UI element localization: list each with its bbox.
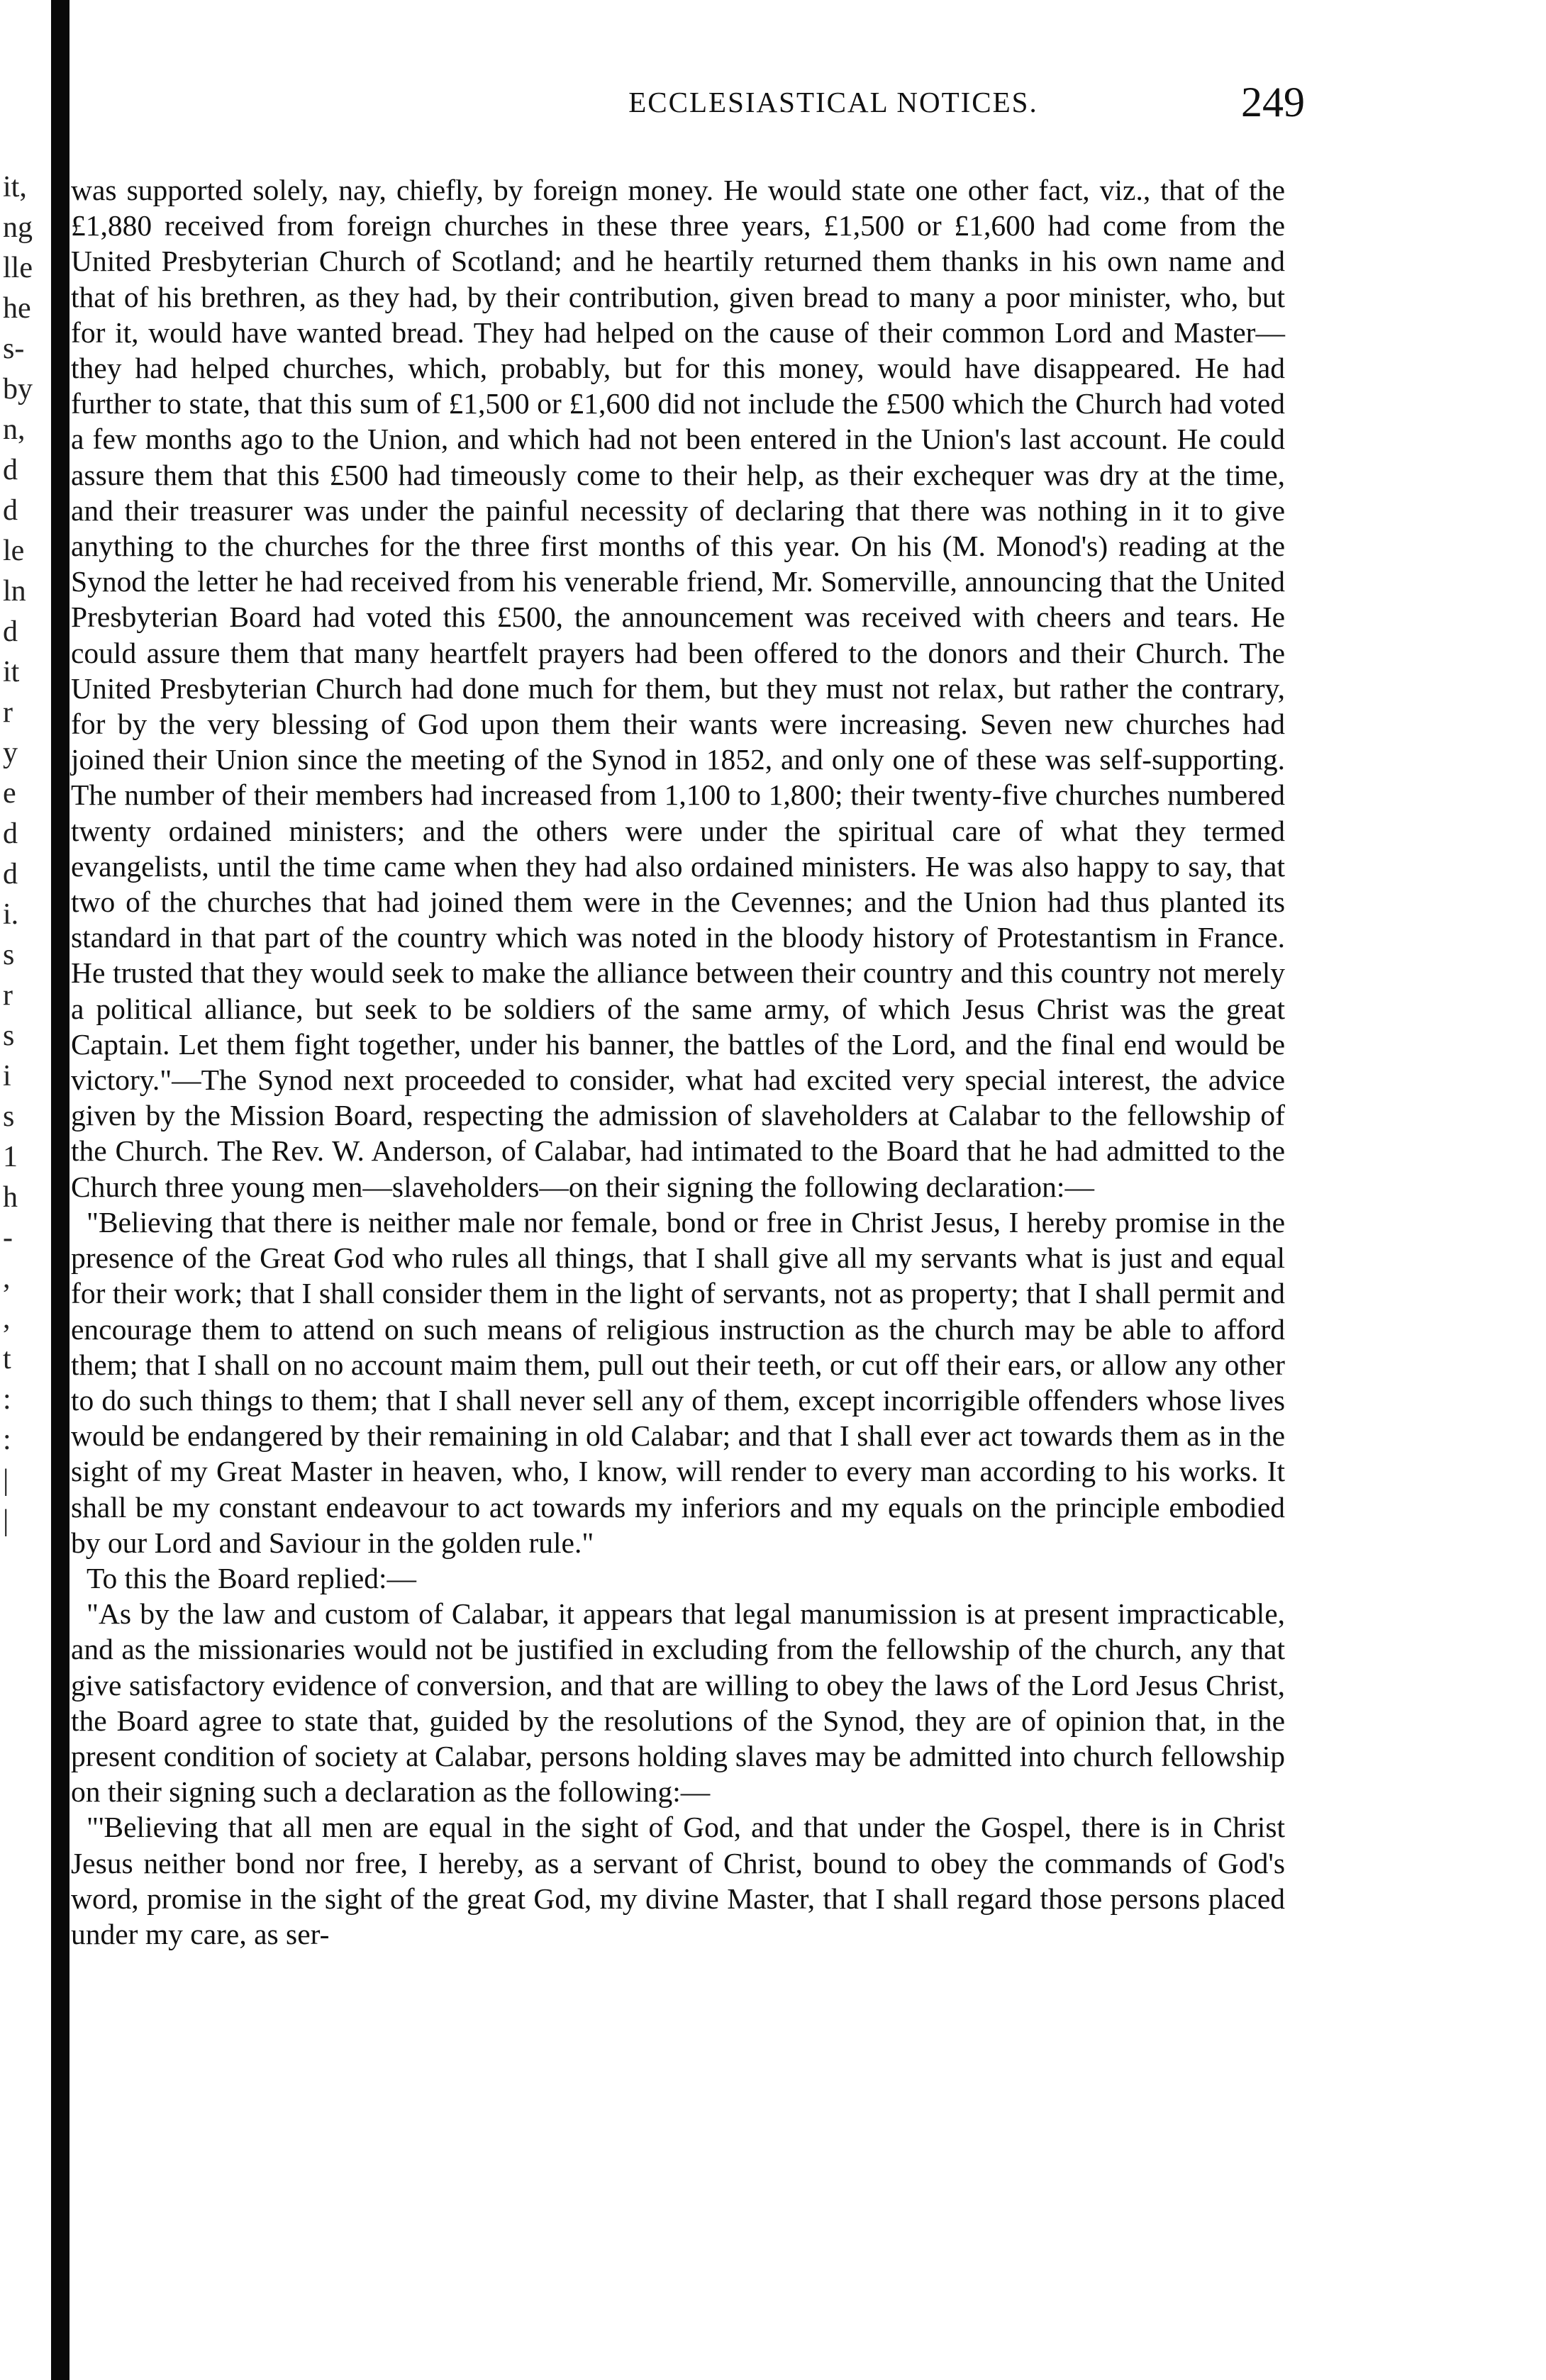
paragraph-report: was supported solely, nay, chiefly, by foreign money. He would state one other fact, viz., that of the £1,880 received from foreign churches in these three years, £1,500 or £1,600 had come from the United Presbyterian Church of Scotland; and he heartily returned them thanks in his own name and that of his brethren, as they had, by their contribution, given bread to many a poor minister, who, but for it, would have wanted bread. They had helped on the cause of their common Lord and Master—they had helped churches, which, probably, but for this money, would have disappeared. He had further to state, that this sum of £1,500 or £1,600 did not include the £500 which the Church had voted a few months ago to the Union, and which had not been entered in the Union's last account. He could assure them that this £500 had timeously come to their help, as their exchequer was dry at the time, and their treasurer was under the painful necessity of declaring that there was nothing in it to give anything to the churches for the three first months of this year. On his (M. Monod's) reading at the Synod the letter he had received from his venerable friend, Mr. Somerville, announcing that the United Presbyterian Board had voted this £500, the announcement was received with cheers and tears. He could assure them that many heartfelt prayers had been offered to the donors and their Church. The United Presbyterian Church had done much for them, but they must not relax, but rather the contrary, for by the very blessing of God upon them their wants were increasing. Seven new churches had joined their Union since the meeting of the Synod in 1852, and only one of these was self-supporting. The number of their members had increased from 1,100 to 1,800; their twenty-five churches numbered twenty ordained ministers; and the others were under the spiritual care of what they termed evangelists, until the time came when they had also ordained ministers. He was also happy to say, that two of the churches that had joined them were in the Cevennes; and the Union had thus planted its standard in that part of the country which was noted in the bloody history of Protestantism in France. He trusted that they would seek to make the alliance between their country and this country not merely a political alliance, but seek to be soldiers of the same army, of which Jesus Christ was the great Captain. Let them fight together, under his banner, the battles of the Lord, and the final end would be victory."—The Synod next proceeded to consider, what had excited very special interest, the advice given by the Mission Board, respecting the admission of slaveholders at Calabar to the fellowship of the Church. The Rev. W. Anderson, of Calabar, had intimated to the Board that he had admitted to the Church three young men—slaveholders—on their signing the following declaration:— <box>71 174 1285 1203</box>
margin-fragment: s <box>3 1019 15 1052</box>
margin-fragment: d <box>3 454 18 486</box>
margin-fragment: lle <box>3 252 33 284</box>
margin-fragment: , <box>3 1262 11 1295</box>
margin-fragment: e <box>3 777 16 810</box>
margin-fragment: | <box>3 1504 9 1537</box>
margin-fragment: by <box>3 373 33 406</box>
running-title: ECCLESIASTICAL NOTICES. <box>628 86 1038 118</box>
margin-fragment: ln <box>3 575 26 608</box>
margin-fragment: t <box>3 1343 11 1375</box>
margin-fragment: n, <box>3 413 26 446</box>
paragraph-board-intro: To this the Board replied:— <box>87 1561 417 1594</box>
margin-fragment: - <box>3 1222 13 1254</box>
margin-fragment: d <box>3 615 18 648</box>
margin-fragment: it <box>3 656 20 688</box>
margin-fragment: r <box>3 696 13 729</box>
margin-fragment: y <box>3 737 18 769</box>
margin-fragment: i. <box>3 898 19 931</box>
margin-fragment: d <box>3 817 18 850</box>
paragraph-proposed-declaration: "'Believing that all men are equal in the sight of God, and that under the Gospel, there is in Christ Jesus neither bond nor free, I hereby, as a servant of Christ, bound to obey the commands of God's word, promise in the sight of the great God, my divine Master, that I shall regard those persons placed under my care, as ser- <box>71 1811 1285 1950</box>
margin-fragment: s <box>3 939 15 971</box>
page-number: 249 <box>1241 79 1305 125</box>
paragraph-board-reply: "As by the law and custom of Calabar, it appears that legal manumission is at present impracticable, and as the missionaries would not be justified in excluding from the fellowship of the church, any that give satisfactory evidence of conversion, and that are willing to obey the laws of the Lord Jesus Christ, the Board agree to state that, guided by the resolutions of the Synod, they are of opinion that, in the present condition of society at Calabar, persons holding slaves may be admitted into church fellowship on their signing such a declaration as the following:— <box>71 1597 1285 1809</box>
margin-fragment: : <box>3 1383 11 1416</box>
margin-fragment: 1 <box>3 1141 18 1173</box>
margin-fragment: he <box>3 292 31 325</box>
margin-fragment: le <box>3 535 25 567</box>
margin-fragment: , <box>3 1302 11 1335</box>
binding-gutter <box>51 0 69 2380</box>
left-margin-fragments <box>0 170 45 1659</box>
margin-fragment: s <box>3 1100 15 1133</box>
article-body <box>71 172 1285 1952</box>
margin-fragment: h <box>3 1181 18 1214</box>
margin-fragment: it, <box>3 171 27 203</box>
margin-fragment: : <box>3 1424 11 1456</box>
margin-fragment: s- <box>3 333 25 365</box>
margin-fragment: | <box>3 1464 9 1497</box>
margin-fragment: d <box>3 858 18 890</box>
margin-fragment: ng <box>3 211 33 244</box>
margin-fragment: r <box>3 979 13 1012</box>
margin-fragment: d <box>3 494 18 527</box>
paragraph-declaration: "Believing that there is neither male nor female, bond or free in Christ Jesus, I hereby promise in the presence of the Great God who rules all things, that I shall give all my servants what is just and equal for their work; that I shall consider them in the light of servants, not as property; that I shall permit and encourage them to attend on such means of religious instruction as the church may be able to afford them; that I shall on no account maim them, pull out their teeth, or cut off their ears, or allow any other to do such things to them; that I shall never sell any of them, except incorrigible offenders whose lives would be endangered by their remaining in old Calabar; and that I shall ever act towards them as in the sight of my Great Master in heaven, who, I know, will render to every man according to his works. It shall be my constant endeavour to act towards my inferiors and my equals on the principle embodied by our Lord and Saviour in the golden rule." <box>71 1205 1285 1559</box>
margin-fragment: i <box>3 1060 11 1093</box>
